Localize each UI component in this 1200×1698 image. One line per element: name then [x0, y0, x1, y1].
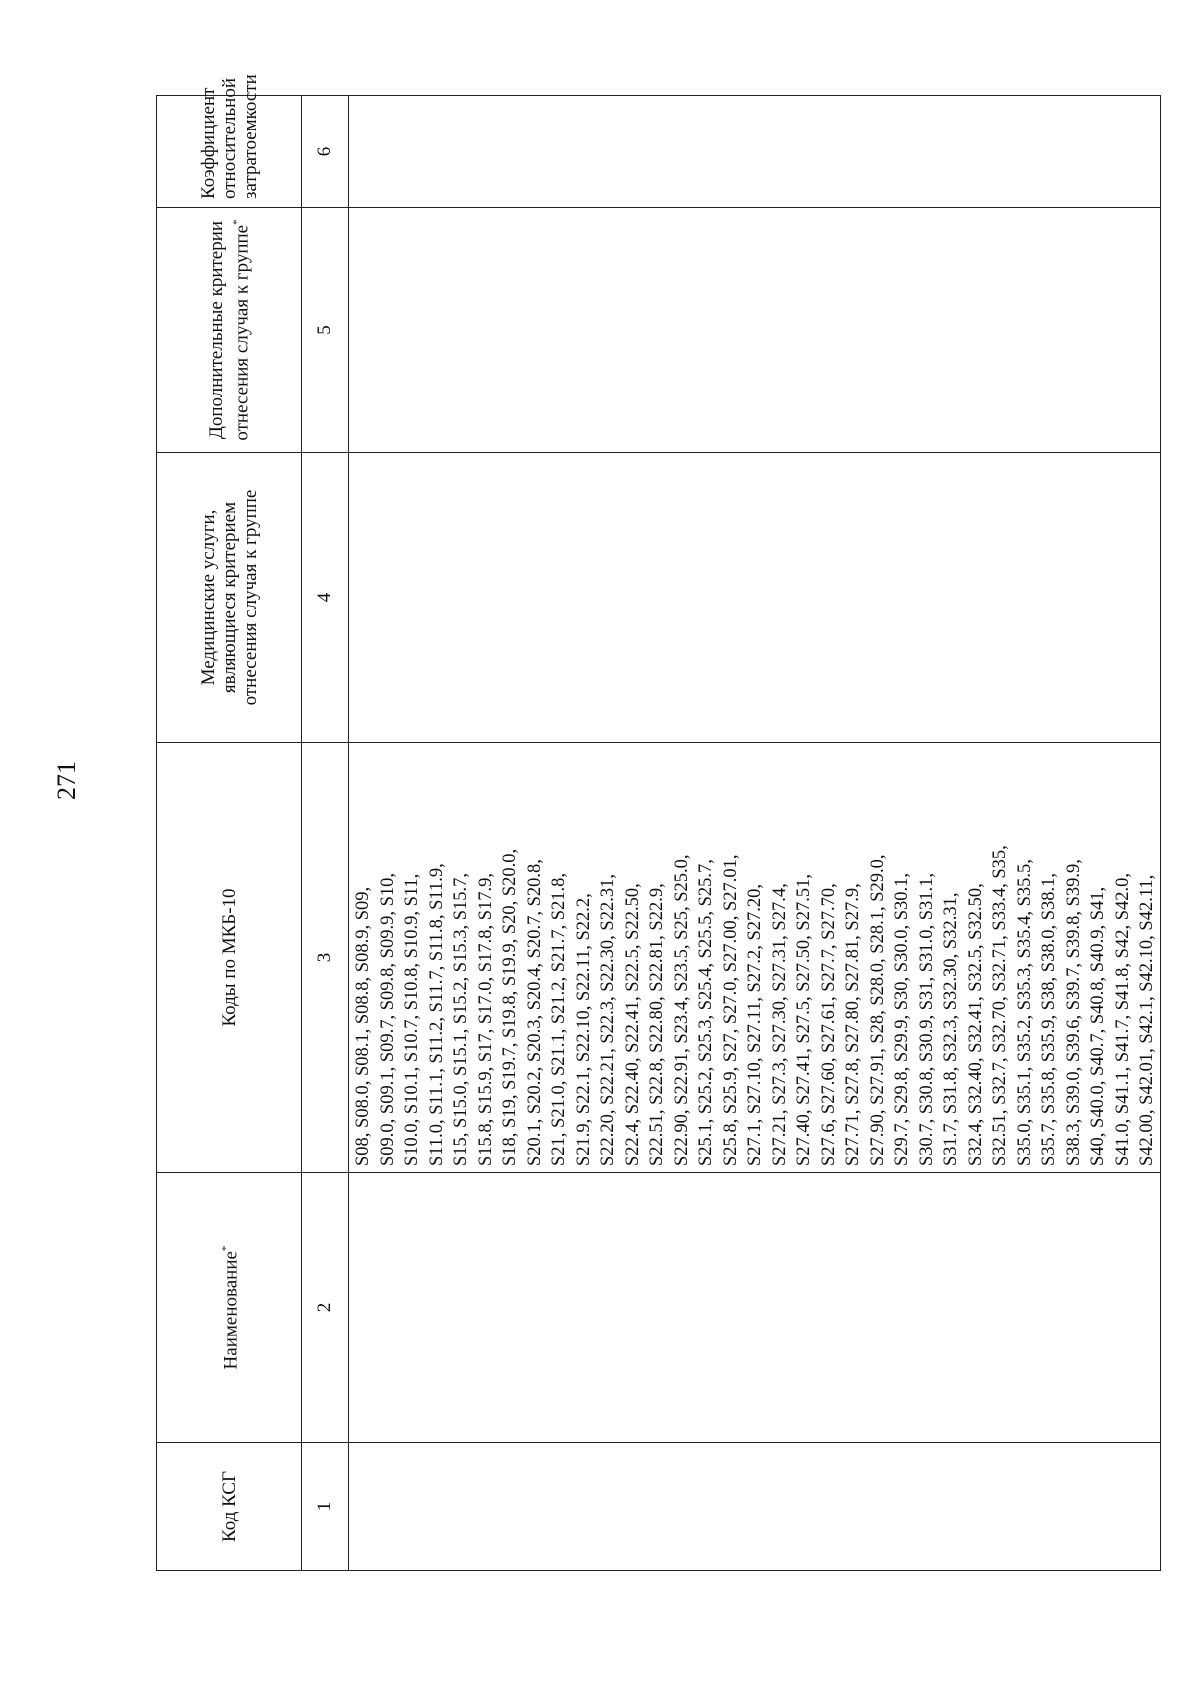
ksg-code-cell — [349, 1443, 1161, 1571]
icd-code-line: S38.3, S39.0, S39.6, S39.7, S39.8, S39.9, — [1063, 859, 1084, 1166]
icd-code-line: S22.51, S22.8, S22.80, S22.81, S22.9, — [647, 883, 667, 1166]
icd-code-line: S15.8, S15.9, S17, S17.0, S17.8, S17.9, — [475, 873, 496, 1166]
icd-code-line: S27.90, S27.91, S28, S28.0, S28.1, S29.0, — [867, 854, 888, 1166]
icd-code-line: S08, S08.0, S08.1, S08.8, S08.9, S09, — [353, 886, 373, 1166]
column-number-row — [302, 96, 349, 1571]
header-cost-coefficient: Коэффициент относительной затратоемкости — [157, 96, 302, 208]
additional-criteria-cell — [349, 208, 1161, 453]
footnote-mark: * — [230, 219, 243, 225]
icd-code-line: S40, S40.0, S40.7, S40.8, S40.9, S41, — [1088, 886, 1108, 1166]
icd-code-line: S27.40, S27.41, S27.5, S27.50, S27.51, — [794, 874, 814, 1166]
icd-code-line: S30.7, S30.8, S30.9, S31, S31.0, S31.1, — [916, 873, 937, 1166]
icd-code-line: S25.1, S25.2, S25.3, S25.4, S25.5, S25.7, — [696, 859, 716, 1166]
icd-code-line: S22.20, S22.21, S22.3, S22.30, S22.31, — [598, 874, 618, 1166]
column-number: 4 — [302, 453, 349, 743]
page-number: 271 — [52, 761, 81, 800]
column-number: 2 — [302, 1173, 349, 1443]
icd-code-line: S27.1, S27.10, S27.11, S27.2, S27.20, — [745, 883, 765, 1166]
table-row — [349, 96, 1161, 1571]
medical-services-cell — [349, 453, 1161, 743]
column-number: 1 — [302, 1443, 349, 1571]
table — [156, 74, 1161, 1571]
header-medical-services: Медицинские услуги, являющиеся критерием отнесения случая к группе — [157, 453, 302, 743]
ksg-table — [156, 74, 1157, 1571]
icd-code-line: S11.0, S11.1, S11.2, S11.7, S11.8, S11.9, — [426, 863, 447, 1166]
icd-code-line: S18, S19, S19.7, S19.8, S19.9, S20, S20.0, — [500, 848, 520, 1166]
icd-code-line: S27.6, S27.60, S27.61, S27.7, S27.70, — [818, 883, 839, 1166]
icd-code-line: S25.8, S25.9, S27, S27.0, S27.00, S27.01, — [720, 854, 741, 1166]
icd-code-line: S42.00, S42.01, S42.1, S42.10, S42.11, — [1137, 874, 1157, 1166]
icd-code-line: S21, S21.0, S21.1, S21.2, S21.7, S21.8, — [549, 873, 569, 1166]
rotated-table-wrapper — [156, 74, 1157, 1571]
header-additional-criteria: Дополнительные критерии отнесения случая к группе* — [157, 208, 302, 453]
column-number: 6 — [302, 96, 349, 208]
icd-code-line: S27.71, S27.8, S27.80, S27.81, S27.9, — [843, 883, 863, 1166]
icd-code-line: S32.51, S32.7, S32.70, S32.71, S33.4, S35, — [990, 845, 1010, 1166]
icd-code-line: S41.0, S41.1, S41.7, S41.8, S42, S42.0, — [1112, 873, 1133, 1166]
cost-coefficient-cell — [349, 96, 1161, 208]
icd-code-line: S29.7, S29.8, S29.9, S30, S30.0, S30.1, — [892, 873, 912, 1166]
icd-code-line: S21.9, S22.1, S22.10, S22.11, S22.2, — [573, 893, 594, 1166]
name-cell — [349, 1173, 1161, 1443]
icd-code-line: S20.1, S20.2, S20.3, S20.4, S20.7, S20.8, — [524, 859, 545, 1166]
icd-code-line: S31.7, S31.8, S32.3, S32.30, S32.31, — [941, 892, 961, 1166]
header-row — [157, 96, 302, 1571]
column-number: 5 — [302, 208, 349, 453]
icd-codes-cell — [349, 743, 1161, 1173]
column-number: 3 — [302, 743, 349, 1173]
header-icd-codes: Коды по МКБ-10 — [157, 743, 302, 1173]
icd-code-line: S22.4, S22.40, S22.41, S22.5, S22.50, — [622, 883, 643, 1166]
icd-code-line: S35.7, S35.8, S35.9, S38, S38.0, S38.1, — [1039, 873, 1059, 1166]
icd-code-line: S32.4, S32.40, S32.41, S32.5, S32.50, — [965, 883, 986, 1166]
footnote-mark: * — [220, 1245, 233, 1252]
header-ksg-code: Код КСГ — [157, 1443, 302, 1571]
icd-code-line: S09.0, S09.1, S09.7, S09.8, S09.9, S10, — [377, 873, 398, 1166]
icd-code-line: S27.21, S27.3, S27.30, S27.31, S27.4, — [769, 883, 790, 1166]
header-name: Наименование* — [157, 1173, 302, 1443]
icd-code-line: S10.0, S10.1, S10.7, S10.8, S10.9, S11, — [402, 873, 422, 1166]
icd-code-line: S35.0, S35.1, S35.2, S35.3, S35.4, S35.5, — [1014, 859, 1035, 1166]
icd-code-line: S22.90, S22.91, S23.4, S23.5, S25, S25.0, — [671, 854, 692, 1166]
icd-code-line: S15, S15.0, S15.1, S15.2, S15.3, S15.7, — [451, 873, 471, 1166]
